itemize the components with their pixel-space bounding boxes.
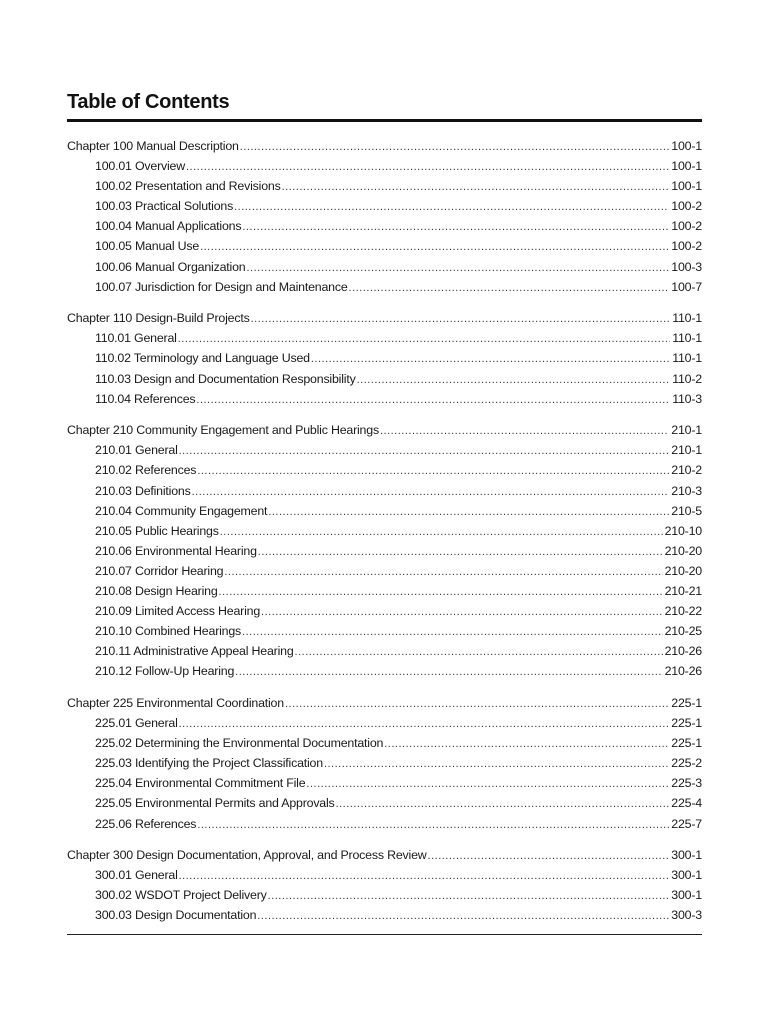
toc-page-number: 110-3 — [672, 391, 702, 406]
toc-entry-label: 300.03 Design Documentation — [95, 908, 257, 923]
dot-leader — [240, 137, 670, 157]
toc-section-entry[interactable] — [67, 521, 702, 541]
toc-entry-label: 110.01 General — [95, 331, 177, 346]
dot-leader — [268, 886, 670, 906]
toc-section-entry[interactable] — [67, 156, 702, 176]
dot-leader — [200, 237, 669, 257]
toc-page-number: 210-26 — [664, 644, 702, 659]
toc-page-number: 225-3 — [671, 776, 702, 791]
toc-page-number: 300-3 — [671, 908, 702, 923]
toc-entry-label: 225.05 Environmental Permits and Approvals — [95, 796, 335, 811]
toc-page-number: 110-1 — [672, 311, 702, 326]
toc-section-entry[interactable] — [67, 176, 702, 196]
toc-page-number: 210-22 — [664, 604, 702, 619]
toc-entry-label: 110.03 Design and Documentation Responsibility — [95, 371, 356, 386]
toc-page-number: 225-1 — [671, 716, 702, 731]
toc-section-entry[interactable] — [67, 348, 702, 368]
toc-page-number: 210-1 — [671, 443, 702, 458]
dot-leader — [251, 309, 671, 329]
toc-page-number: 100-7 — [671, 279, 702, 294]
dot-leader — [324, 754, 669, 774]
toc-entry-label: 100.06 Manual Organization — [95, 259, 246, 274]
dot-leader — [192, 482, 670, 502]
toc-chapter-block — [67, 693, 702, 834]
toc-section-entry[interactable] — [67, 885, 702, 905]
toc-page-number: 225-7 — [671, 816, 702, 831]
toc-page-number: 110-1 — [672, 351, 702, 366]
toc-entry-label: 225.01 General — [95, 716, 178, 731]
dot-leader — [235, 662, 662, 682]
table-of-contents — [67, 136, 702, 937]
toc-entry-label: 210.10 Combined Hearings — [95, 624, 242, 639]
toc-entry-label: 225.02 Determining the Environmental Documentation — [95, 736, 384, 751]
dot-leader — [178, 329, 671, 349]
toc-entry-label: 300.01 General — [95, 868, 178, 883]
toc-chapter-block — [67, 845, 702, 925]
toc-entry-label: 210.01 General — [95, 443, 178, 458]
toc-page-number: 225-1 — [671, 736, 702, 751]
dot-leader — [306, 774, 669, 794]
dot-leader — [257, 906, 669, 926]
dot-leader — [196, 390, 670, 410]
toc-page-number: 210-26 — [664, 664, 702, 679]
toc-page-number: 225-1 — [671, 695, 702, 710]
toc-chapter-block — [67, 136, 702, 297]
dot-leader — [428, 846, 670, 866]
dot-leader — [224, 562, 662, 582]
dot-leader — [311, 349, 670, 369]
toc-page-number: 210-20 — [664, 543, 702, 558]
toc-chapter-entry[interactable] — [67, 845, 702, 865]
toc-entry-label: 100.07 Jurisdiction for Design and Maintenance — [95, 279, 348, 294]
dot-leader — [197, 461, 669, 481]
toc-section-entry[interactable] — [67, 389, 702, 409]
toc-section-entry[interactable] — [67, 501, 702, 521]
toc-page-number: 100-1 — [671, 179, 702, 194]
toc-entry-label: Chapter 100 Manual Description — [67, 139, 239, 153]
toc-entry-label: 225.06 References — [95, 816, 197, 831]
toc-page-number: 100-2 — [671, 219, 702, 234]
toc-section-entry[interactable] — [67, 905, 702, 925]
toc-section-entry[interactable] — [67, 541, 702, 561]
toc-page-number: 210-21 — [664, 583, 702, 598]
toc-section-entry[interactable] — [67, 481, 702, 501]
toc-chapter-block — [67, 420, 702, 681]
toc-entry-label: 300.02 WSDOT Project Delivery — [95, 888, 267, 903]
toc-entry-label: 110.04 References — [95, 391, 196, 406]
toc-page-number: 110-2 — [672, 371, 702, 386]
dot-leader — [179, 714, 670, 734]
bottom-rule — [67, 934, 702, 935]
toc-page-number: 300-1 — [671, 888, 702, 903]
toc-entry-label: 100.03 Practical Solutions — [95, 199, 234, 214]
toc-section-entry[interactable] — [67, 460, 702, 480]
toc-entry-label: 210.02 References — [95, 463, 197, 478]
toc-section-entry[interactable] — [67, 328, 702, 348]
dot-leader — [285, 694, 669, 714]
dot-leader — [295, 642, 663, 662]
toc-chapter-entry[interactable] — [67, 693, 702, 713]
toc-page-number: 300-1 — [671, 848, 702, 863]
toc-page-number: 300-1 — [671, 868, 702, 883]
dot-leader — [234, 197, 669, 217]
dot-leader — [349, 278, 670, 298]
toc-page-number: 210-1 — [671, 423, 702, 438]
toc-section-entry[interactable] — [67, 773, 702, 793]
dot-leader — [186, 157, 669, 177]
toc-section-entry[interactable] — [67, 440, 702, 460]
toc-entry-label: 210.07 Corridor Hearing — [95, 563, 224, 578]
toc-entry-label: Chapter 225 Environmental Coordination — [67, 695, 284, 710]
toc-entry-label: 100.05 Manual Use — [95, 239, 200, 254]
dot-leader — [380, 421, 669, 441]
toc-page-number: 210-5 — [671, 503, 702, 518]
dot-leader — [242, 622, 663, 642]
toc-entry-label: Chapter 300 Design Documentation, Approval, and Process Review — [67, 848, 427, 863]
toc-entry-label: Chapter 110 Design-Build Projects — [67, 311, 250, 326]
toc-section-entry[interactable] — [67, 865, 702, 885]
dot-leader — [179, 866, 670, 886]
toc-entry-label: 210.12 Follow-Up Hearing — [95, 664, 235, 679]
toc-chapter-block — [67, 308, 702, 408]
toc-entry-label: 225.04 Environmental Commitment File — [95, 776, 306, 791]
toc-section-entry[interactable] — [67, 601, 702, 621]
toc-page-number: 100-1 — [671, 139, 702, 153]
dot-leader — [336, 794, 670, 814]
toc-section-entry[interactable] — [67, 753, 702, 773]
toc-entry-label: 110.02 Terminology and Language Used — [95, 351, 310, 366]
toc-section-entry[interactable] — [67, 257, 702, 277]
dot-leader — [357, 370, 671, 390]
toc-page-number: 100-1 — [671, 159, 702, 174]
toc-section-entry[interactable] — [67, 369, 702, 389]
dot-leader — [246, 258, 669, 278]
toc-section-entry[interactable] — [67, 621, 702, 641]
dot-leader — [179, 441, 670, 461]
toc-entry-label: 210.06 Environmental Hearing — [95, 543, 257, 558]
toc-section-entry[interactable] — [67, 216, 702, 236]
toc-page-number: 225-4 — [671, 796, 702, 811]
toc-entry-label: 100.04 Manual Applications — [95, 219, 242, 234]
dot-leader — [242, 217, 669, 237]
toc-page-number: 210-2 — [671, 463, 702, 478]
toc-page-number: 110-1 — [672, 331, 702, 346]
toc-section-entry[interactable] — [67, 236, 702, 256]
toc-entry-label: 225.03 Identifying the Project Classification — [95, 756, 323, 771]
toc-section-entry[interactable] — [67, 196, 702, 216]
dot-leader — [384, 734, 669, 754]
dot-leader — [219, 582, 663, 602]
toc-page-number: 100-2 — [671, 239, 702, 254]
toc-section-entry[interactable] — [67, 581, 702, 601]
toc-page-number: 210-20 — [664, 563, 702, 578]
toc-entry-label: 100.01 Overview — [95, 159, 185, 174]
toc-section-entry[interactable] — [67, 713, 702, 733]
toc-chapter-entry[interactable] — [67, 136, 702, 156]
toc-page-number: 100-3 — [671, 259, 702, 274]
toc-entry-label: 210.04 Community Engagement — [95, 503, 268, 518]
toc-page-number: 100-2 — [671, 199, 702, 214]
toc-entry-label: 100.02 Presentation and Revisions — [95, 179, 281, 194]
toc-section-entry[interactable] — [67, 814, 702, 834]
toc-entry-label: 210.05 Public Hearings — [95, 523, 219, 538]
dot-leader — [220, 522, 663, 542]
toc-section-entry[interactable] — [67, 793, 702, 813]
title-rule — [67, 119, 702, 122]
toc-entry-label: 210.11 Administrative Appeal Hearing — [95, 644, 294, 659]
toc-page-number: 225-2 — [671, 756, 702, 771]
toc-entry-label: Chapter 210 Community Engagement and Public Hearings — [67, 423, 379, 438]
page-title: Table of Contents — [67, 91, 230, 113]
toc-entry-label: 210.09 Limited Access Hearing — [95, 604, 261, 619]
toc-section-entry[interactable] — [67, 277, 702, 297]
toc-section-entry[interactable] — [67, 733, 702, 753]
dot-leader — [268, 502, 669, 522]
toc-section-entry[interactable] — [67, 561, 702, 581]
toc-entry-label: 210.03 Definitions — [95, 483, 191, 498]
dot-leader — [261, 602, 663, 622]
dot-leader — [282, 177, 670, 197]
toc-entry-label: 210.08 Design Hearing — [95, 583, 218, 598]
toc-chapter-entry[interactable] — [67, 308, 702, 328]
dot-leader — [197, 815, 669, 835]
toc-page-number: 210-10 — [664, 523, 702, 538]
toc-section-entry[interactable] — [67, 641, 702, 661]
toc-chapter-entry[interactable] — [67, 420, 702, 440]
toc-page-number: 210-25 — [664, 624, 702, 639]
toc-page-number: 210-3 — [671, 483, 702, 498]
toc-section-entry[interactable] — [67, 661, 702, 681]
dot-leader — [258, 542, 663, 562]
